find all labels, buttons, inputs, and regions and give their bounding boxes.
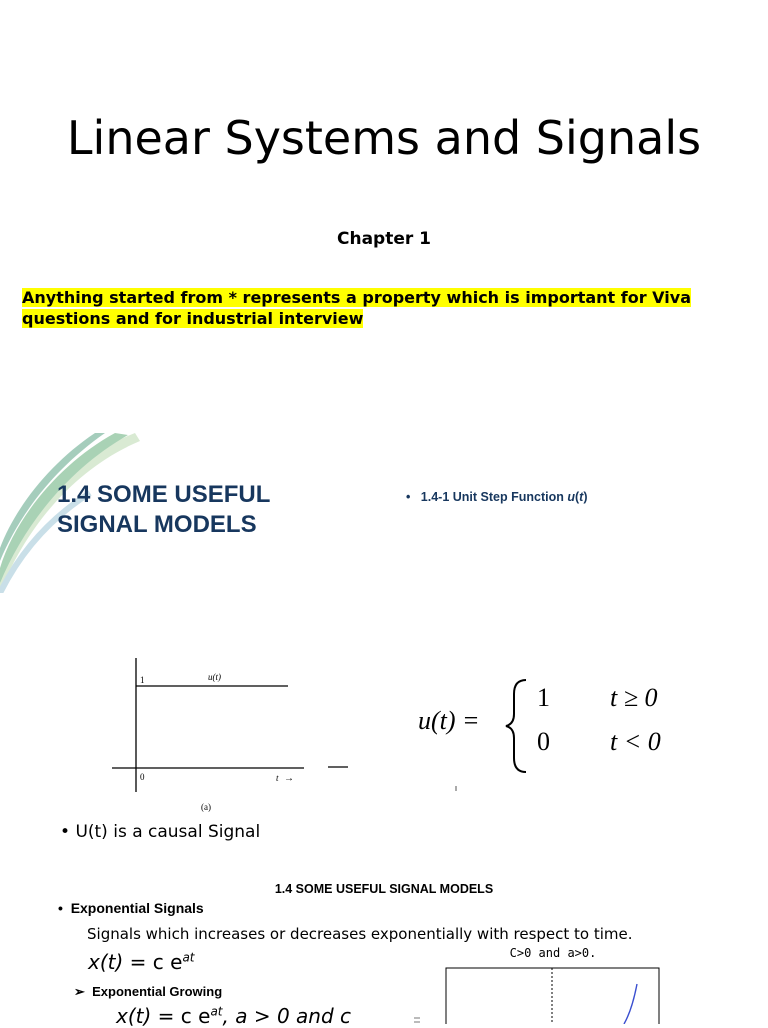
label-arrow: → [284,773,294,784]
unit-step-label: 1.4-1 Unit Step Function [420,490,568,504]
eq2-exponent: at [210,1004,223,1019]
eq1-lhs: x(t) [88,950,124,974]
label-t: t [276,773,279,783]
arrow-bullet: ➢ [74,984,93,999]
growing-bullet [74,984,222,1000]
case2-condition: t < 0 [610,727,661,756]
causal-text: U(t) is a causal Signal [75,822,261,842]
eq2-lhs: x(t) [116,1004,152,1028]
chapter-label: Chapter 1 [336,229,431,249]
eq1-exponent: at [182,950,195,965]
unit-step-bullet [406,490,588,504]
exponential-equation [88,950,195,974]
brace [506,680,526,772]
exponential-bullet [58,900,204,916]
bullet-dot: • [60,822,76,842]
unit-step-close-paren: ) [583,490,588,504]
slide-title: Linear Systems and Signals [66,111,702,165]
unit-step-graph [108,640,358,818]
unit-step-open-paren: ( [574,490,580,504]
exponential-label: Exponential Signals [70,900,204,916]
growing-equation [116,1004,351,1028]
graph-caption: (a) [201,802,211,812]
bullet-dot: • [406,490,421,504]
growth-curve [624,984,637,1024]
eq1-rhs: = c e [123,950,183,974]
equation-lhs: u(t) = [418,706,480,735]
case1-condition: t ≥ 0 [610,683,658,712]
plot-condition-label: C>0 and a>0. [509,946,597,960]
section-title: 1.4 SOME USEFUL SIGNAL MODELS [57,481,270,538]
eq2-tail: , a > 0 and c [222,1004,352,1028]
label-zero: 0 [140,772,145,782]
unit-step-equation [412,672,702,792]
bullet-dot: • [58,900,71,916]
growing-label: Exponential Growing [92,984,223,999]
case1-value: 1 [537,683,550,712]
note-text: Anything started from * represents a property which is important for Viva questions and for industrial interview [22,288,691,328]
causal-bullet [60,822,260,842]
label-one: 1 [140,675,145,685]
unit-step-symbol: u [567,490,575,504]
case2-value: 0 [537,727,550,756]
slide3-title: 1.4 SOME USEFUL SIGNAL MODELS [274,882,494,896]
unit-step-var: t [579,490,584,504]
eq2-rhs: = c e [151,1004,211,1028]
exponential-description: Signals which increases or decreases exponentially with respect to time. [87,925,633,943]
highlighted-note [22,287,747,329]
exponential-growth-plot [406,962,666,1024]
label-u: u(t) [208,672,221,682]
